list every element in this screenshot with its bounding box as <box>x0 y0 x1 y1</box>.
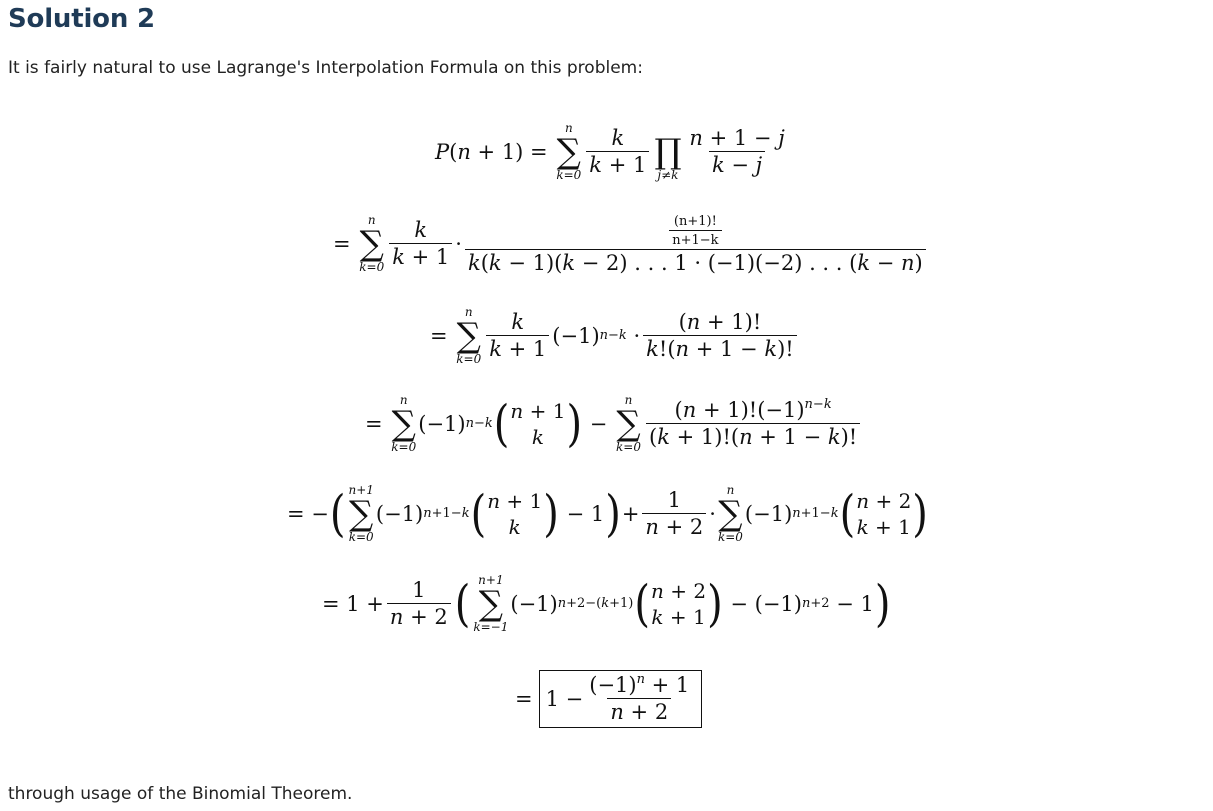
equation-7-boxed-result: = 1 − $\frac{(-1)^n + 1}{n + 2}$ <box>515 670 702 728</box>
boxed-answer: 1 − $\frac{(-1)^n + 1}{n + 2}$ <box>539 670 703 728</box>
solution-heading: Solution 2 <box>8 4 155 34</box>
equation-3: = n ∑ k=0 $\frac{k}{k + 1}$ (−1) n−k · $\frac{(n + 1)!}{k!(n + 1 - k)!}$ <box>430 306 800 366</box>
equation-1: P ( n + 1) = n ∑ k=0 $\frac{k}{k + 1}$ ∏ j≠k $\frac{n + 1 - j}{k - j}$ <box>435 121 785 183</box>
equation-2: = n ∑ k=0 $\frac{k}{k + 1}$ · $\frac{\frac{(n+1)!}{n+1-k}}{k(k - 1)(k - 2) . . . 1 \cdot (-1)(-2) . . . (k - n)}$ <box>333 214 929 274</box>
outro-paragraph: through usage of the Binomial Theorem. <box>8 784 353 804</box>
equation-5: = − ( n+1 ∑ k=0 (−1) n+1−k ( n + 1 k ) − 1 ) + $\frac{1}{n + 2}$ · n ∑ k=0 (−1) n+1−k ( n + 2 k + 1 ) <box>287 483 928 545</box>
equation-4: = n ∑ k=0 (−1) n−k ( n + 1 k ) − n ∑ k=0 $\frac{(n + 1)!(-1)^{n-k}}{(k + 1)!(n + 1 - k)!}$ <box>365 394 863 454</box>
intro-paragraph: It is fairly natural to use Lagrange's Interpolation Formula on this problem: <box>8 58 643 78</box>
equation-6: = 1 + $\frac{1}{n + 2}$ ( n+1 ∑ k=−1 (−1) n+2−(k+1) ( n + 2 k + 1 ) − (−1) n+2 − 1 ) <box>322 573 891 635</box>
